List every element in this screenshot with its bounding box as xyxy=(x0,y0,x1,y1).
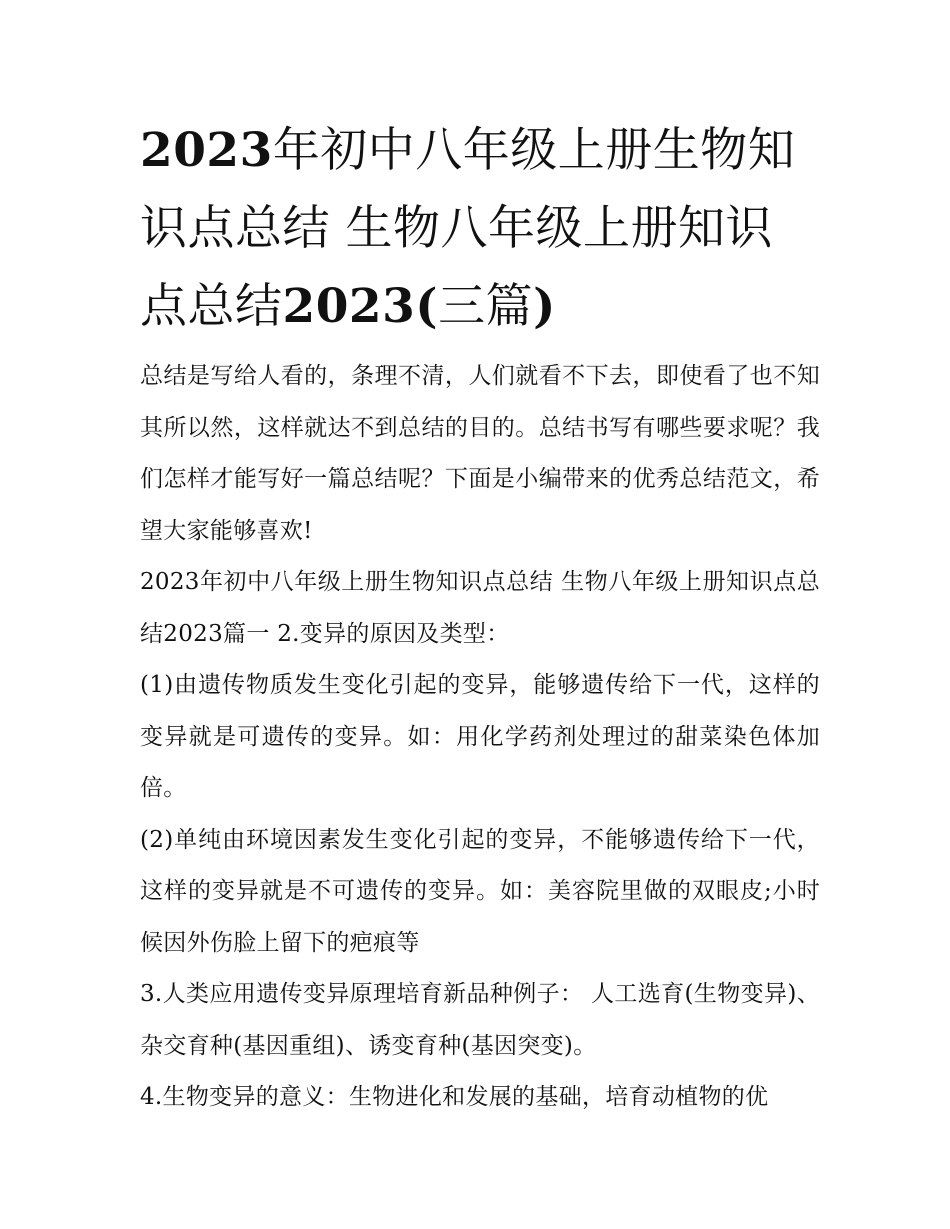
variation-heritable-paragraph: (1)由遗传物质发生变化引起的变异，能够遗传给下一代，这样的变异就是可遗传的变异。如：用化学药剂处理过的甜菜染色体加倍。 xyxy=(140,672,820,801)
title-close-paren: ) xyxy=(533,279,556,334)
title-year: 2023 xyxy=(140,123,273,178)
title-text: 年初中八年级上册生物知识点总结 生物八年级上册知识点总结 xyxy=(140,123,796,334)
document-title xyxy=(140,112,820,346)
document-body xyxy=(140,351,820,1124)
title-count: 三篇 xyxy=(438,279,534,334)
section-heading-paragraph: 2023年初中八年级上册生物知识点总结 生物八年级上册知识点总结2023篇一 2.变异的原因及类型： xyxy=(140,569,820,647)
breeding-examples-paragraph: 3.人类应用遗传变异原理培育新品种例子： 人工选育(生物变异)、杂交育种(基因重组)、诱变育种(基因突变)。 xyxy=(140,981,820,1059)
variation-nonheritable-paragraph: (2)单纯由环境因素发生变化引起的变异，不能够遗传给下一代，这样的变异就是不可遗传的变异。如：美容院里做的双眼皮;小时候因外伤脸上留下的疤痕等 xyxy=(140,826,820,956)
variation-significance-paragraph: 4.生物变异的意义：生物进化和发展的基础，培育动植物的优 xyxy=(140,1084,769,1110)
title-year-2: 2023( xyxy=(282,279,439,334)
intro-paragraph: 总结是写给人看的，条理不清，人们就看不下去，即使看了也不知其所以然，这样就达不到总结的目的。总结书写有哪些要求呢？我们怎样才能写好一篇总结呢？下面是小编带来的优秀总结范文，希望大家能够喜欢! xyxy=(140,363,820,544)
